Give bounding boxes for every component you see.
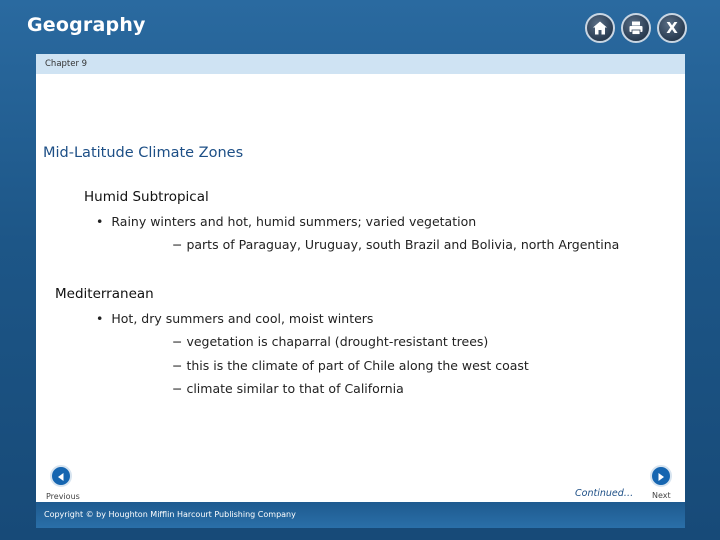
- close-icon: X: [666, 19, 678, 37]
- bullet-text: Rainy winters and hot, humid summers; varied vegetation: [111, 214, 477, 229]
- bullet-text: Hot, dry summers and cool, moist winters: [111, 311, 374, 326]
- close-button[interactable]: [657, 13, 687, 43]
- detail-line: − this is the climate of part of Chile along the west coast: [172, 358, 529, 373]
- bullet-dot: •: [96, 214, 104, 229]
- print-button[interactable]: [621, 13, 651, 43]
- slide-title: Mid-Latitude Climate Zones: [43, 145, 244, 161]
- bullet-item: [96, 311, 373, 326]
- previous-label[interactable]: Previous: [46, 492, 80, 501]
- print-icon: [628, 20, 644, 36]
- chapter-label: Chapter 9: [45, 59, 88, 69]
- chapter-bar: [36, 54, 685, 74]
- home-button[interactable]: [585, 13, 615, 43]
- next-button[interactable]: [650, 465, 672, 487]
- continued-label: Continued…: [575, 488, 634, 499]
- detail-line: − vegetation is chaparral (drought-resistant trees): [172, 334, 489, 349]
- detail-line: − climate similar to that of California: [172, 381, 404, 396]
- app-title: Geography: [27, 14, 146, 36]
- copyright-bar: [36, 502, 685, 528]
- right-arrow-icon: [656, 467, 666, 486]
- left-arrow-icon: [56, 467, 66, 486]
- home-icon: [592, 20, 608, 36]
- section-heading-mediterranean: Mediterranean: [55, 286, 154, 302]
- section-heading-humid-subtropical: Humid Subtropical: [84, 189, 209, 205]
- copyright-text: Copyright © by Houghton Mifflin Harcourt Publishing Company: [44, 510, 296, 519]
- next-label[interactable]: Next: [652, 491, 671, 500]
- previous-button[interactable]: [50, 465, 72, 487]
- bullet-dot: •: [96, 311, 104, 326]
- detail-line: − parts of Paraguay, Uruguay, south Brazil and Bolivia, north Argentina: [172, 237, 620, 252]
- slide-content: [36, 74, 685, 502]
- bullet-item: [96, 214, 476, 229]
